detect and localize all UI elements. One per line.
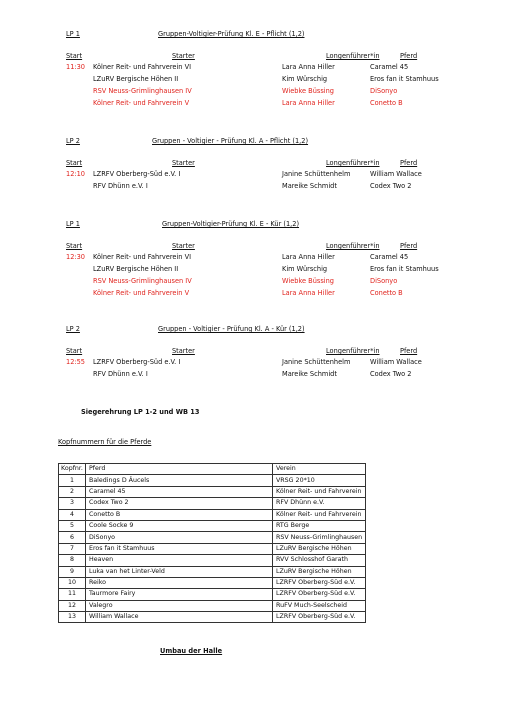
- row-start-time: 12:10: [66, 170, 86, 178]
- row-longenfuehrer: Janine Schüttenhelm: [282, 170, 351, 178]
- table-row: [59, 566, 366, 577]
- cell-kopfnr: 1: [59, 475, 86, 486]
- column-header-starter: Starter: [172, 347, 195, 355]
- column-header-starter: Starter: [172, 242, 195, 250]
- siegerehrung-note: Siegerehrung LP 1-2 und WB 13: [81, 408, 200, 416]
- column-header-longenfuehrer: Longenführer*in: [326, 242, 380, 250]
- cell-verein: LZuRV Bergische Höhen: [273, 566, 366, 577]
- cell-pferd: Reiko: [86, 577, 273, 588]
- row-starter: LZRFV Oberberg-Süd e.V. I: [93, 358, 181, 366]
- cell-pferd: Caramel 45: [86, 486, 273, 497]
- cell-verein: LZRFV Oberberg-Süd e.V.: [273, 577, 366, 588]
- column-header-longenfuehrer: Longenführer*in: [326, 52, 380, 60]
- cell-verein: VRSG 20*10: [273, 475, 366, 486]
- cell-verein: RTG Berge: [273, 520, 366, 531]
- row-starter: Kölner Reit- und Fahrverein V: [93, 99, 190, 107]
- row-starter: RSV Neuss-Grimlinghausen IV: [93, 277, 192, 285]
- table-header-cell: Pferd: [86, 464, 273, 475]
- cell-pferd: Baledings D Âucels: [86, 475, 273, 486]
- cell-verein: RSV Neuss-Grimlinghausen: [273, 532, 366, 543]
- cell-kopfnr: 5: [59, 520, 86, 531]
- row-longenfuehrer: Janine Schüttenhelm: [282, 358, 351, 366]
- section-title: Gruppen - Voltigier - Prüfung Kl. A - Pflicht (1,2): [152, 137, 309, 145]
- column-header-start: Start: [66, 242, 83, 250]
- section-title: Gruppen - Voltigier - Prüfung Kl. A - Kür (1,2): [158, 325, 305, 333]
- cell-verein: RVV Schlosshof Garath: [273, 555, 366, 566]
- table-row: [59, 543, 366, 554]
- section-lp-label: LP 1: [66, 220, 80, 228]
- row-starter: LZuRV Bergische Höhen II: [93, 75, 179, 83]
- row-pferd: William Wallace: [370, 358, 422, 366]
- column-header-longenfuehrer: Longenführer*in: [326, 159, 380, 167]
- cell-pferd: Valegro: [86, 600, 273, 611]
- row-pferd: Conetto B: [370, 289, 403, 297]
- row-longenfuehrer: Mareike Schmidt: [282, 370, 337, 378]
- row-starter: LZRFV Oberberg-Süd e.V. I: [93, 170, 181, 178]
- cell-verein: RFV Dhünn e.V.: [273, 498, 366, 509]
- kopfnummern-title: Kopfnummern für die Pferde: [58, 438, 152, 446]
- cell-kopfnr: 4: [59, 509, 86, 520]
- row-longenfuehrer: Wiebke Büssing: [282, 87, 334, 95]
- table-row: [59, 475, 366, 486]
- row-pferd: Caramel 45: [370, 63, 409, 71]
- cell-pferd: DiSonyo: [86, 532, 273, 543]
- cell-pferd: Conetto B: [86, 509, 273, 520]
- row-pferd: Conetto B: [370, 99, 403, 107]
- row-start-time: 12:55: [66, 358, 86, 366]
- cell-verein: LZRFV Oberberg-Süd e.V.: [273, 589, 366, 600]
- row-longenfuehrer: Wiebke Büssing: [282, 277, 334, 285]
- section-title: Gruppen-Voltigier-Prüfung Kl. E - Kür (1,2): [162, 220, 300, 228]
- row-longenfuehrer: Lara Anna Hiller: [282, 253, 335, 261]
- cell-pferd: William Wallace: [86, 612, 273, 623]
- cell-verein: RuFV Much-Seelscheid: [273, 600, 366, 611]
- section-lp-label: LP 2: [66, 325, 80, 333]
- column-header-starter: Starter: [172, 159, 195, 167]
- table-header-cell: Kopfnr.: [59, 464, 86, 475]
- row-starter: Kölner Reit- und Fahrverein VI: [93, 253, 192, 261]
- row-longenfuehrer: Lara Anna Hiller: [282, 289, 335, 297]
- section-lp-label: LP 1: [66, 30, 80, 38]
- footer-note: Umbau der Halle: [160, 647, 223, 655]
- table-row: [59, 589, 366, 600]
- cell-pferd: Taurmore Fairy: [86, 589, 273, 600]
- table-row: [59, 577, 366, 588]
- cell-verein: Kölner Reit- und Fahrverein: [273, 509, 366, 520]
- cell-kopfnr: 10: [59, 577, 86, 588]
- column-header-start: Start: [66, 347, 83, 355]
- row-longenfuehrer: Lara Anna Hiller: [282, 99, 335, 107]
- cell-kopfnr: 11: [59, 589, 86, 600]
- cell-pferd: Eros fan it Stamhuus: [86, 543, 273, 554]
- row-starter: Kölner Reit- und Fahrverein VI: [93, 63, 192, 71]
- cell-pferd: Codex Two 2: [86, 498, 273, 509]
- cell-kopfnr: 8: [59, 555, 86, 566]
- column-header-start: Start: [66, 52, 83, 60]
- row-longenfuehrer: Mareike Schmidt: [282, 182, 337, 190]
- row-pferd: Eros fan it Stamhuus: [370, 75, 439, 83]
- row-starter: Kölner Reit- und Fahrverein V: [93, 289, 190, 297]
- row-longenfuehrer: Kim Würschig: [282, 265, 328, 273]
- column-header-pferd: Pferd: [400, 242, 418, 250]
- row-starter: RFV Dhünn e.V. I: [93, 182, 148, 190]
- row-pferd: Caramel 45: [370, 253, 409, 261]
- row-longenfuehrer: Kim Würschig: [282, 75, 328, 83]
- row-pferd: Eros fan it Stamhuus: [370, 265, 439, 273]
- column-header-longenfuehrer: Longenführer*in: [326, 347, 380, 355]
- cell-kopfnr: 3: [59, 498, 86, 509]
- cell-verein: Kölner Reit- und Fahrverein: [273, 486, 366, 497]
- cell-pferd: Heaven: [86, 555, 273, 566]
- row-starter: RSV Neuss-Grimlinghausen IV: [93, 87, 192, 95]
- cell-kopfnr: 2: [59, 486, 86, 497]
- column-header-pferd: Pferd: [400, 347, 418, 355]
- row-pferd: Codex Two 2: [370, 370, 412, 378]
- row-start-time: 12:30: [66, 253, 86, 261]
- column-header-pferd: Pferd: [400, 159, 418, 167]
- column-header-starter: Starter: [172, 52, 195, 60]
- row-pferd: DiSonyo: [370, 277, 398, 285]
- table-row: [59, 520, 366, 531]
- row-longenfuehrer: Lara Anna Hiller: [282, 63, 335, 71]
- row-starter: RFV Dhünn e.V. I: [93, 370, 148, 378]
- cell-pferd: Luka van het Linter-Veld: [86, 566, 273, 577]
- table-row: [59, 600, 366, 611]
- table-row: [59, 555, 366, 566]
- cell-kopfnr: 12: [59, 600, 86, 611]
- table-row: [59, 498, 366, 509]
- row-pferd: Codex Two 2: [370, 182, 412, 190]
- cell-kopfnr: 7: [59, 543, 86, 554]
- cell-kopfnr: 6: [59, 532, 86, 543]
- section-lp-label: LP 2: [66, 137, 80, 145]
- column-header-pferd: Pferd: [400, 52, 418, 60]
- cell-verein: LZRFV Oberberg-Süd e.V.: [273, 612, 366, 623]
- cell-kopfnr: 9: [59, 566, 86, 577]
- row-start-time: 11:30: [66, 63, 86, 71]
- table-header-cell: Verein: [273, 464, 366, 475]
- table-row: [59, 532, 366, 543]
- cell-kopfnr: 13: [59, 612, 86, 623]
- table-header-row: [59, 464, 366, 475]
- kopfnummern-table: [58, 463, 366, 623]
- row-pferd: DiSonyo: [370, 87, 398, 95]
- cell-pferd: Coole Socke 9: [86, 520, 273, 531]
- cell-verein: LZuRV Bergische Höhen: [273, 543, 366, 554]
- table-row: [59, 486, 366, 497]
- row-starter: LZuRV Bergische Höhen II: [93, 265, 179, 273]
- section-title: Gruppen-Voltigier-Prüfung Kl. E - Pflicht (1,2): [158, 30, 305, 38]
- column-header-start: Start: [66, 159, 83, 167]
- row-pferd: William Wallace: [370, 170, 422, 178]
- table-row: [59, 509, 366, 520]
- table-row: [59, 612, 366, 623]
